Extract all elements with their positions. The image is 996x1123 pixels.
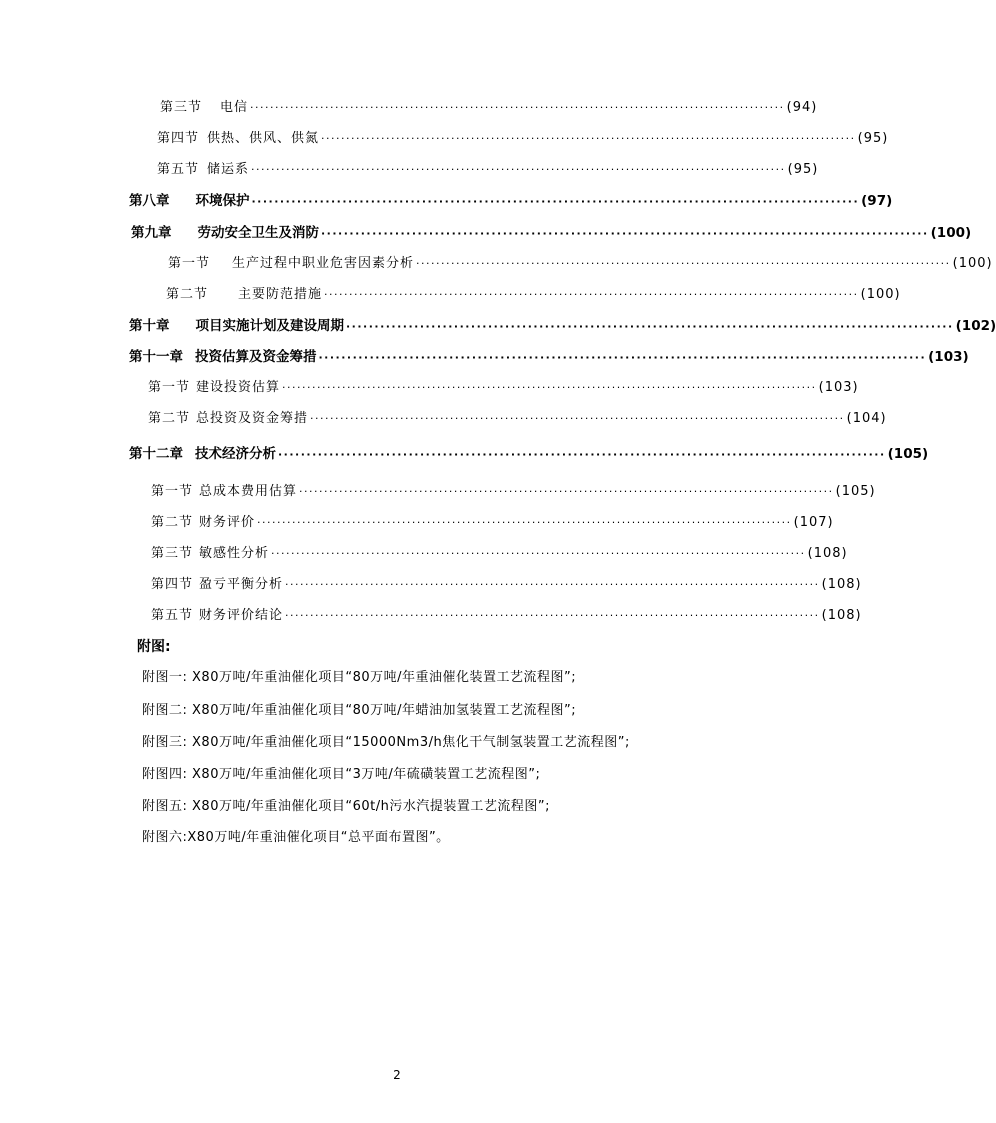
toc-entry-number: 第五节 [157, 162, 200, 177]
toc-entry-title: 投资估算及资金筹措 [195, 349, 317, 365]
dot-leader: ··········································································································· [321, 132, 856, 145]
appendix-item: 附图六:X80万吨/年重油催化项目“总平面布置图”。 [142, 830, 450, 845]
dot-leader: ··········································································································· [271, 547, 806, 560]
toc-entry-section[interactable] [160, 96, 818, 115]
toc-entry-chapter[interactable] [129, 442, 929, 462]
toc-entry-page: (105) [835, 484, 876, 499]
toc-entry-page: (102) [955, 318, 996, 334]
toc-entry-section[interactable] [151, 542, 848, 561]
toc-entry-number: 第五节 [151, 608, 194, 623]
toc-entry-number: 第八章 [129, 193, 170, 209]
toc-entry-section[interactable] [151, 573, 862, 592]
page-number: 2 [393, 1068, 401, 1082]
appendix-heading: 附图: [137, 639, 171, 655]
toc-entry-title: 总投资及资金筹措 [196, 411, 309, 426]
appendix-item: 附图二: X80万吨/年重油催化项目“80万吨/年蜡油加氢装置工艺流程图”; [142, 703, 577, 718]
dot-leader: ··········································································································· [310, 412, 845, 425]
dot-leader: ··········································································································· [250, 101, 785, 114]
dot-leader: ··········································································································· [299, 485, 834, 498]
dot-leader: ··········································································································· [285, 609, 820, 622]
toc-entry-section[interactable] [148, 407, 887, 426]
toc-entry-page: (103) [818, 380, 859, 395]
toc-entry-number: 第十二章 [129, 446, 183, 462]
dot-leader: ··········································································································· [321, 227, 929, 240]
dot-leader: ··········································································································· [285, 578, 820, 591]
dot-leader: ··········································································································· [346, 320, 954, 333]
toc-entry-page: (108) [821, 608, 862, 623]
toc-entry-page: (97) [861, 193, 893, 209]
toc-entry-title: 储运系 [207, 162, 250, 177]
toc-entry-number: 第一节 [148, 380, 191, 395]
toc-entry-title: 环境保护 [195, 193, 250, 209]
toc-entry-chapter[interactable] [129, 189, 893, 209]
toc-entry-title: 生产过程中职业危害因素分析 [232, 256, 415, 271]
toc-entry-page: (108) [807, 546, 848, 561]
toc-entry-section[interactable] [157, 158, 819, 177]
toc-entry-number: 第十章 [129, 318, 170, 334]
dot-leader: ··········································································································· [278, 448, 886, 461]
toc-entry-page: (103) [928, 349, 969, 365]
dot-leader: ··········································································································· [416, 257, 951, 270]
toc-entry-number: 第十一章 [129, 349, 183, 365]
toc-entry-title: 技术经济分析 [195, 446, 276, 462]
toc-entry-number: 第二节 [148, 411, 191, 426]
toc-entry-title: 供热、供风、供氮 [207, 131, 320, 146]
toc-entry-page: (100) [930, 225, 972, 241]
toc-entry-page: (104) [846, 411, 887, 426]
appendix-item: 附图四: X80万吨/年重油催化项目“3万吨/年硫磺装置工艺流程图”; [142, 767, 541, 782]
toc-entry-number: 第三节 [160, 100, 203, 115]
toc-entry-section[interactable] [151, 511, 834, 530]
toc-entry-section[interactable] [151, 604, 862, 623]
dot-leader: ··········································································································· [324, 288, 859, 301]
toc-entry-title: 敏感性分析 [199, 546, 270, 561]
toc-entry-number: 第二节 [151, 515, 194, 530]
toc-entry-number: 第一节 [151, 484, 194, 499]
dot-leader: ··········································································································· [318, 351, 927, 364]
toc-entry-chapter[interactable] [129, 345, 969, 365]
toc-entry-section[interactable] [151, 480, 876, 499]
dot-leader: ··········································································································· [251, 195, 860, 208]
toc-entry-title: 主要防范措施 [238, 287, 323, 302]
toc-entry-number: 第一节 [168, 256, 211, 271]
toc-entry-section[interactable] [166, 283, 901, 302]
toc-entry-number: 第四节 [151, 577, 194, 592]
toc-entry-number: 第九章 [131, 225, 172, 241]
toc-entry-number: 第二节 [166, 287, 209, 302]
toc-entry-chapter[interactable] [131, 221, 972, 241]
toc-entry-number: 第四节 [157, 131, 200, 146]
appendix-item: 附图一: X80万吨/年重油催化项目“80万吨/年重油催化装置工艺流程图”; [142, 670, 577, 685]
toc-entry-title: 财务评价结论 [199, 608, 284, 623]
toc-entry-title: 项目实施计划及建设周期 [195, 318, 344, 334]
toc-entry-page: (100) [860, 287, 901, 302]
toc-entry-title: 总成本费用估算 [199, 484, 298, 499]
toc-entry-page: (100) [952, 256, 993, 271]
toc-entry-title: 建设投资估算 [196, 380, 281, 395]
appendix-item: 附图五: X80万吨/年重油催化项目“60t/h污水汽提装置工艺流程图”; [142, 799, 550, 814]
toc-entry-title: 电信 [220, 100, 249, 115]
toc-entry-title: 盈亏平衡分析 [199, 577, 284, 592]
toc-entry-chapter[interactable] [129, 314, 996, 334]
dot-leader: ··········································································································· [257, 516, 792, 529]
toc-entry-section[interactable] [148, 376, 859, 395]
toc-entry-page: (94) [786, 100, 818, 115]
toc-entry-section[interactable] [157, 127, 889, 146]
toc-entry-title: 财务评价 [199, 515, 256, 530]
toc-entry-page: (108) [821, 577, 862, 592]
toc-entry-page: (105) [887, 446, 929, 462]
dot-leader: ··········································································································· [251, 163, 786, 176]
toc-entry-number: 第三节 [151, 546, 194, 561]
toc-entry-page: (107) [793, 515, 834, 530]
toc-entry-page: (95) [857, 131, 889, 146]
toc-entry-section[interactable] [168, 252, 993, 271]
appendix-item: 附图三: X80万吨/年重油催化项目“15000Nm3/h焦化干气制氢装置工艺流程图”; [142, 735, 630, 750]
dot-leader: ··········································································································· [282, 381, 817, 394]
toc-entry-title: 劳动安全卫生及消防 [197, 225, 319, 241]
toc-entry-page: (95) [787, 162, 819, 177]
